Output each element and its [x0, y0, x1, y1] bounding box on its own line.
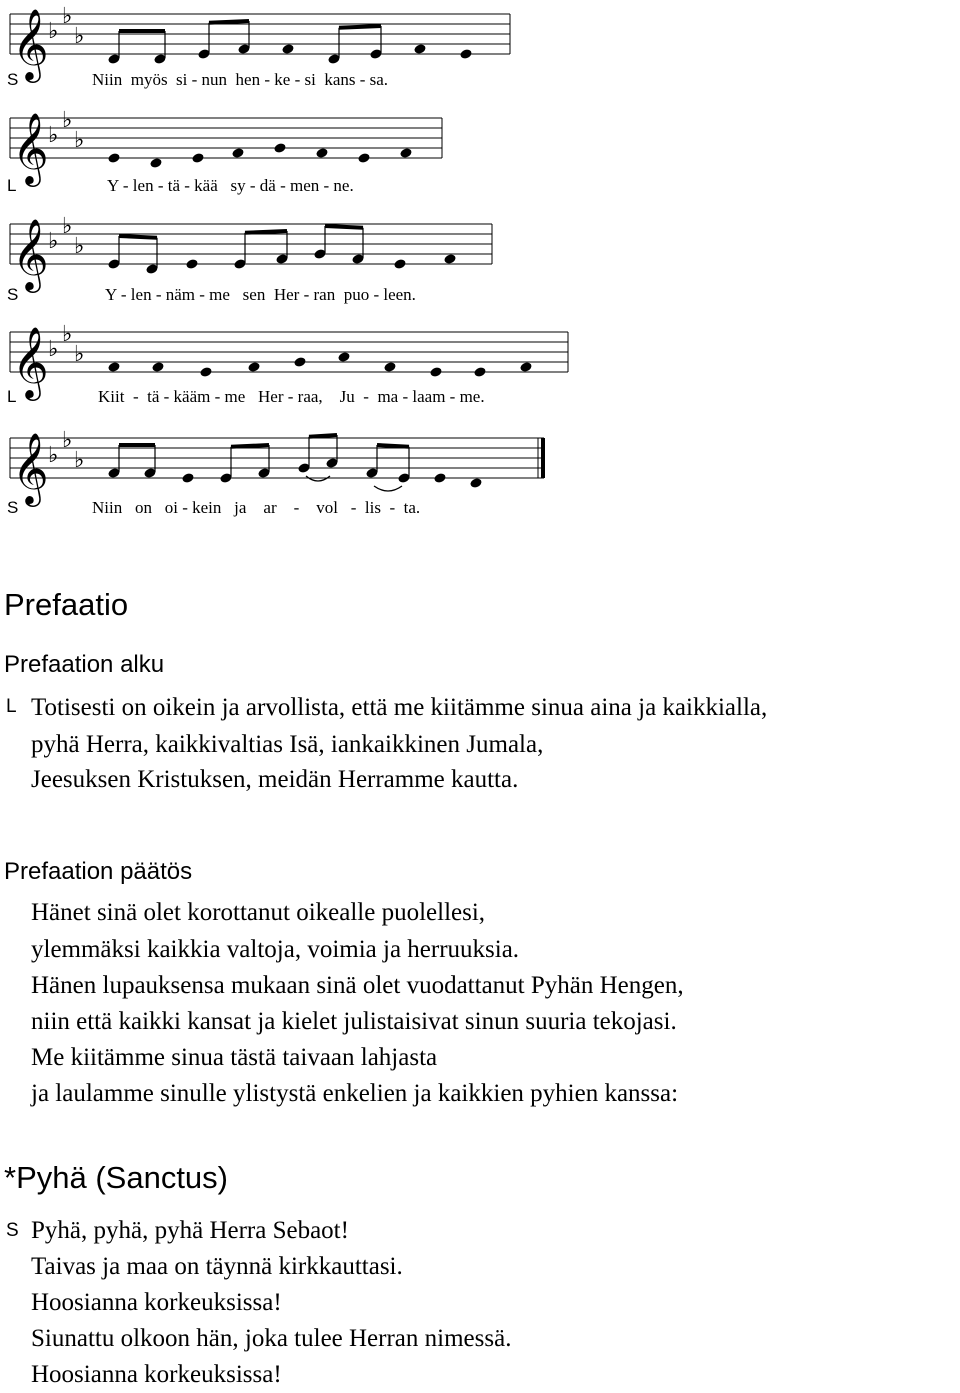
- prayer-line: pyhä Herra, kaikkivaltias Isä, iankaikkinen Jumala,: [31, 731, 544, 758]
- prayer-line: Hoosianna korkeuksissa!: [31, 1361, 282, 1388]
- note-head: [273, 142, 286, 154]
- flat-icon: ♭: [74, 448, 85, 473]
- beam: [377, 445, 409, 447]
- flat-icon: ♭: [62, 108, 73, 133]
- prayer-line: Me kiitämme sinua tästä taivaan lahjasta: [31, 1044, 438, 1071]
- note-head: [191, 152, 204, 164]
- beam: [325, 226, 363, 228]
- note-head: [473, 366, 486, 378]
- flat-icon: ♭: [48, 229, 59, 254]
- note-head: [199, 366, 212, 378]
- note-head: [459, 48, 472, 60]
- beam: [245, 231, 287, 233]
- prayer-line: Hoosianna korkeuksissa!: [31, 1289, 282, 1316]
- beam: [119, 236, 157, 238]
- prayer-line: ylemmäksi kaikkia valtoja, voimia ja herruuksia.: [31, 936, 520, 963]
- role-label: L: [7, 176, 17, 195]
- lyrics-line: Kiit - tä - kääm - me Her - raa, Ju - ma - laam - me.: [98, 387, 485, 406]
- lyrics-line: Niin on oi - kein ja ar - vol - lis - ta.: [92, 498, 421, 517]
- note-head: [429, 366, 442, 378]
- flat-icon: ♭: [62, 322, 73, 347]
- prayer-line: Siunattu olkoon hän, joka tulee Herran nimessä.: [31, 1325, 512, 1352]
- note-head: [357, 152, 370, 164]
- note-head: [107, 152, 120, 164]
- prayer-line: Taivas ja maa on täynnä kirkkauttasi.: [31, 1253, 403, 1280]
- subsection-title-alku: Prefaation alku: [4, 651, 165, 678]
- beam: [339, 26, 381, 28]
- note-head: [393, 258, 406, 270]
- section-title-sanctus: *Pyhä (Sanctus): [4, 1160, 228, 1195]
- flat-icon: ♭: [74, 234, 85, 259]
- note-head: [337, 351, 350, 363]
- note-head: [231, 147, 244, 159]
- treble-clef-icon: 𝄞: [12, 217, 49, 290]
- note-head: [443, 253, 456, 265]
- prayer-line: ja laulamme sinulle ylistystä enkelien ja kaikkien pyhien kanssa:: [31, 1080, 679, 1107]
- flat-icon: ♭: [74, 342, 85, 367]
- slur: [374, 486, 402, 491]
- note-head: [149, 157, 162, 169]
- lyrics-line: Y - len - näm - me sen Her - ran puo - leen.: [105, 285, 416, 304]
- note-head: [107, 361, 120, 373]
- flat-icon: ♭: [62, 428, 73, 453]
- treble-clef-icon: 𝄞: [12, 7, 49, 80]
- lyrics-line: Y - len - tä - kää sy - dä - men - ne.: [107, 176, 354, 195]
- role-label: L: [6, 696, 17, 717]
- prayer-line: niin että kaikki kansat ja kielet julistaisivat sinun suuria tekojasi.: [31, 1008, 677, 1035]
- subsection-title-paatos: Prefaation päätös: [4, 858, 193, 885]
- flat-icon: ♭: [48, 19, 59, 44]
- role-label: S: [6, 1220, 19, 1241]
- treble-clef-icon: 𝄞: [12, 111, 49, 184]
- beam: [309, 435, 337, 437]
- note-head: [519, 361, 532, 373]
- note-head: [151, 361, 164, 373]
- flat-icon: ♭: [48, 337, 59, 362]
- prayer-line: Hänen lupauksensa mukaan sinä olet vuodattanut Pyhän Hengen,: [31, 972, 684, 999]
- section-title-prefaatio: Prefaatio: [4, 587, 129, 622]
- role-label: L: [7, 387, 17, 406]
- prayer-line: Totisesti on oikein ja arvollista, että me kiitämme sinua aina ja kaikkialla,: [31, 694, 768, 721]
- note-head: [185, 258, 198, 270]
- flat-icon: ♭: [48, 443, 59, 468]
- flat-icon: ♭: [74, 128, 85, 153]
- note-head: [383, 361, 396, 373]
- note-head: [181, 472, 194, 484]
- role-label: S: [7, 70, 19, 89]
- role-label: S: [7, 285, 19, 304]
- prayer-line: Hänet sinä olet korottanut oikealle puolellesi,: [31, 899, 486, 926]
- note-head: [315, 147, 328, 159]
- treble-clef-icon: 𝄞: [12, 325, 49, 398]
- note-head: [247, 361, 260, 373]
- lyrics-line: Niin myös si - nun hen - ke - si kans - sa.: [92, 70, 389, 89]
- beam: [209, 21, 249, 23]
- treble-clef-icon: 𝄞: [12, 431, 49, 504]
- note-head: [413, 43, 426, 55]
- beam: [231, 445, 269, 447]
- note-head: [469, 477, 482, 489]
- role-label: S: [7, 498, 19, 517]
- note-head: [433, 472, 446, 484]
- flat-icon: ♭: [62, 214, 73, 239]
- flat-icon: ♭: [74, 24, 85, 49]
- flat-icon: ♭: [48, 123, 59, 148]
- note-head: [399, 147, 412, 159]
- note-head: [293, 356, 306, 368]
- prayer-line: Jeesuksen Kristuksen, meidän Herramme kautta.: [31, 766, 519, 793]
- flat-icon: ♭: [62, 4, 73, 29]
- note-head: [281, 43, 294, 55]
- prayer-line: Pyhä, pyhä, pyhä Herra Sebaot!: [31, 1217, 349, 1244]
